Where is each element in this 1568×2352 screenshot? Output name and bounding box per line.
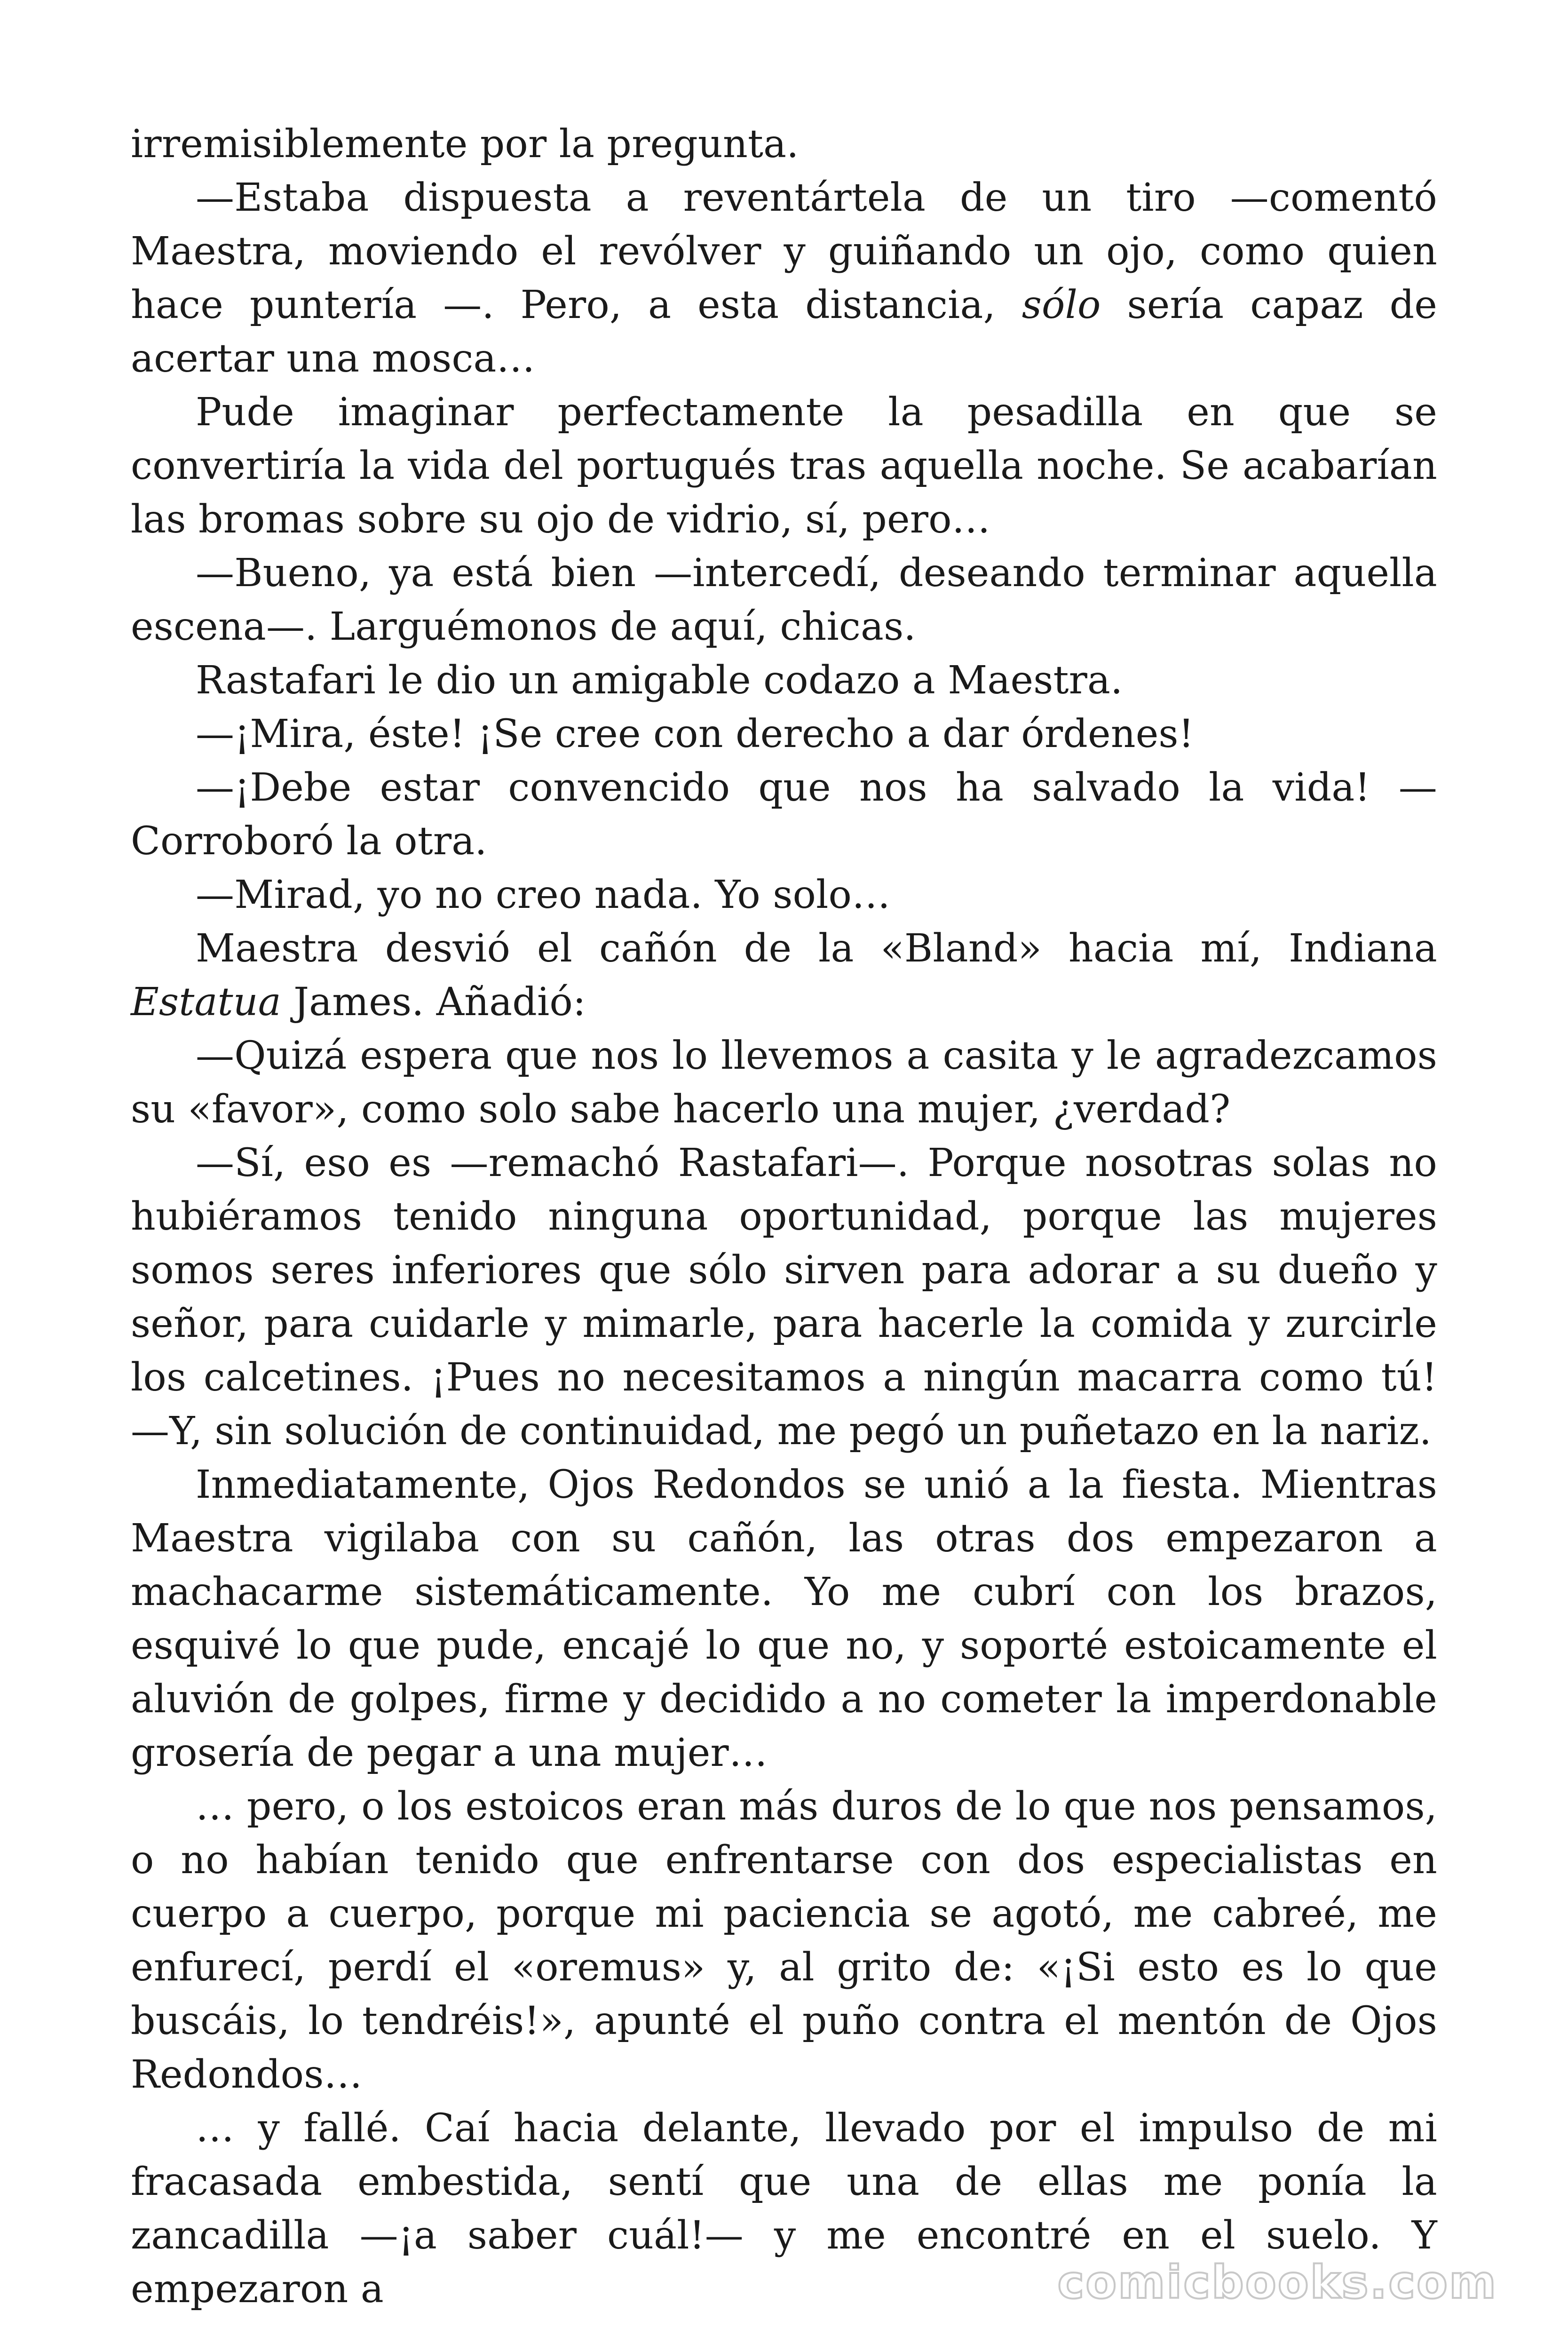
paragraph bbox=[131, 1136, 1437, 1458]
text-run: —Sí, eso es —remachó Rastafari—. Porque nosotras solas no hubiéramos tenido ninguna oportunidad, porque las mujeres somos seres inferiores que sólo sirven para adorar a su dueño y señor, para cuidarle y mimarle, para hacerle la comida y zurcirle los calcetines. ¡Pues no necesitamos a ningún macarra como tú! —Y, sin solución de continuidad, me pegó un puñetazo en la nariz. bbox=[131, 1141, 1437, 1454]
paragraph bbox=[131, 1029, 1437, 1136]
text-run: —Estaba dispuesta a reventártela de un tiro —comentó Maestra, moviendo el revólver y guiñando un ojo, como quien hace puntería —. Pero, a esta distancia, bbox=[131, 175, 1437, 327]
text-run: … pero, o los estoicos eran más duros de lo que nos pensamos, o no habían tenido que enfrentarse con dos especialistas en cuerpo a cuerpo, porque mi paciencia se agotó, me cabreé, me enfurecí, perdí el «oremus» y, al grito de: «¡Si esto es lo que buscáis, lo tendréis!», apunté el puño contra el mentón de Ojos Redondos… bbox=[131, 1784, 1437, 2097]
paragraph bbox=[131, 654, 1437, 707]
text-run: —Quizá espera que nos lo llevemos a casita y le agradezcamos su «favor», como solo sabe hacerlo una mujer, ¿verdad? bbox=[131, 1033, 1437, 1132]
text-run: Inmediatamente, Ojos Redondos se unió a la fiesta. Mientras Maestra vigilaba con su cañón, las otras dos empezaron a machacarme sistemáticamente. Yo me cubrí con los brazos, esquivé lo que pude, encajé lo que no, y soporté estoicamente el aluvión de golpes, firme y decidido a no cometer la imperdonable grosería de pegar a una mujer… bbox=[131, 1462, 1437, 1775]
text-run: … y fallé. Caí hacia delante, llevado por el impulso de mi fracasada embestida, sentí que una de ellas me ponía la zancadilla —¡a saber cuál!— y me encontré en el suelo. Y empezaron a bbox=[131, 2106, 1437, 2312]
paragraph bbox=[131, 868, 1437, 922]
paragraph bbox=[131, 386, 1437, 547]
paragraph bbox=[131, 761, 1437, 868]
watermark-logo: comicbooks.com bbox=[1057, 2256, 1497, 2309]
text-run: —¡Mira, éste! ¡Se cree con derecho a dar órdenes! bbox=[196, 712, 1194, 756]
paragraph bbox=[131, 1780, 1437, 2102]
paragraph bbox=[131, 547, 1437, 654]
text-run: —Bueno, ya está bien —intercedí, deseando terminar aquella escena—. Larguémonos de aquí, chicas. bbox=[131, 551, 1437, 649]
text-run: Rastafari le dio un amigable codazo a Maestra. bbox=[196, 658, 1123, 703]
paragraph bbox=[131, 171, 1437, 386]
paragraph bbox=[131, 922, 1437, 1029]
book-page-text bbox=[131, 118, 1437, 2316]
text-run: Pude imaginar perfectamente la pesadilla en que se convertiría la vida del portugués tras aquella noche. Se acabarían las bromas sobre su ojo de vidrio, sí, pero… bbox=[131, 390, 1437, 542]
text-run: sería capaz de acertar una mosca… bbox=[131, 283, 1437, 381]
text-run: James. Añadió: bbox=[281, 980, 586, 1025]
text-run: —Mirad, yo no creo nada. Yo solo… bbox=[196, 873, 891, 917]
text-run: irremisiblemente por la pregunta. bbox=[131, 122, 799, 167]
text-run: —¡Debe estar convencido que nos ha salvado la vida! —Corroboró la otra. bbox=[131, 765, 1437, 864]
paragraph bbox=[131, 1458, 1437, 1780]
text-run: Maestra desvió el cañón de la «Bland» hacia mí, Indiana bbox=[196, 926, 1437, 971]
paragraph bbox=[131, 707, 1437, 761]
italic-text: sólo bbox=[1022, 283, 1101, 327]
paragraph bbox=[131, 118, 1437, 171]
italic-text: Estatua bbox=[131, 980, 281, 1025]
